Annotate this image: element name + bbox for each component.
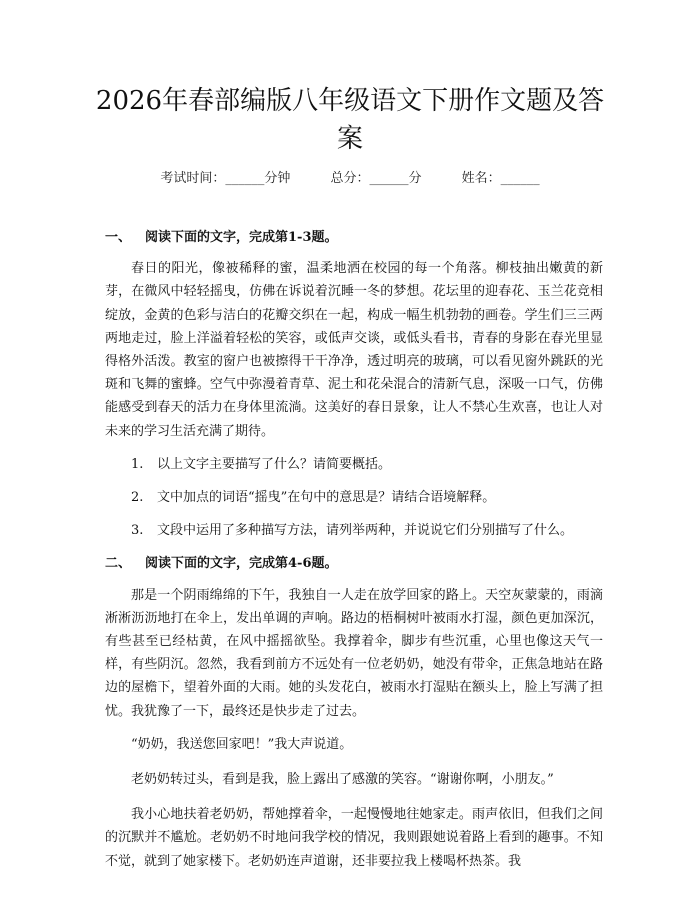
- section-heading: [105, 552, 603, 575]
- question-text: 文段中运用了多种描写方法，请列举两种，并说说它们分别描写了什么。: [157, 523, 574, 539]
- question-text: 以上文字主要描写了什么？请简要概括。: [157, 456, 392, 472]
- reading-passage: 春日的阳光，像被稀释的蜜，温柔地洒在校园的每一个角落。柳枝抽出嫩黄的新芽，在微风中轻轻摇曳，仿佛在诉说着沉睡一冬的梦想。花坛里的迎春花、玉兰花竞相绽放，金黄的色彩与洁白的花瓣交织在一起，构成一幅生机勃勃的画卷。学生们三三两两地走过，脸上洋溢着轻松的笑容，或低声交谈，或低头看书，青春的身影在春光里显得格外活泼。教室的窗户也被擦得干干净净，透过明亮的玻璃，可以看见窗外跳跃的光斑和飞舞的蜜蜂。空气中弥漫着青草、泥土和花朵混合的清新气息，深吸一口气，仿佛能感受到春天的活力在身体里流淌。这美好的春日景象，让人不禁心生欢喜，也让人对未来的学习生活充满了期待。: [105, 261, 603, 439]
- section-heading-text: 阅读下面的文字，完成第1-3题。: [145, 230, 338, 245]
- exam-info-line: [0, 167, 700, 186]
- section-heading-text: 阅读下面的文字，完成第4-6题。: [145, 556, 338, 572]
- question-text: 文中加点的词语“摇曳”在句中的意思是？请结合语境解释。: [157, 490, 496, 506]
- question-number: 3.: [131, 523, 144, 539]
- document-body: [105, 220, 603, 883]
- exam-time: 考试时间：______分钟: [160, 171, 291, 186]
- document-title: 2026年春部编版八年级语文下册作文题及答案: [95, 86, 605, 154]
- exam-name: 姓名：______: [461, 171, 540, 186]
- question-item: [131, 519, 603, 542]
- dialogue-line: 老奶奶转过头，看到是我，脸上露出了感激的笑容。“谢谢你啊，小朋友。”: [131, 772, 554, 788]
- question-number: 2.: [131, 490, 144, 506]
- dialogue-line: “奶奶，我送您回家吧！”我大声说道。: [131, 736, 353, 752]
- question-item: [131, 453, 603, 476]
- reading-passage: 那是一个阴雨绵绵的下午，我独自一人走在放学回家的路上。天空灰蒙蒙的，雨滴淅淅沥沥地打在伞上，发出单调的声响。路边的梧桐树叶被雨水打湿，颜色更加深沉，有些甚至已经枯黄，在风中摇摇欲坠。我撑着伞，脚步有些沉重，心里也像这天气一样，有些阴沉。忽然，我看到前方不远处有一位老奶奶，她没有带伞，正焦急地站在路边的屋檐下，望着外面的大雨。她的头发花白，被雨水打湿贴在额头上，脸上写满了担忧。我犹豫了一下，最终还是快步走了过去。: [105, 587, 603, 719]
- section-number: 一、: [105, 230, 132, 245]
- reading-passage: 我小心地扶着老奶奶，帮她撑着伞，一起慢慢地往她家走。雨声依旧，但我们之间的沉默并不尴尬。老奶奶不时地问我学校的情况，我则跟她说着路上看到的趣事。不知不觉，就到了她家楼下。老奶奶连声道谢，还非要拉我上楼喝杯热茶。我: [105, 807, 603, 869]
- exam-score: 总分：______分: [330, 171, 422, 186]
- question-number: 1.: [131, 456, 144, 472]
- question-item: [131, 486, 603, 509]
- section-heading: [105, 226, 603, 249]
- section-number: 二、: [105, 556, 132, 572]
